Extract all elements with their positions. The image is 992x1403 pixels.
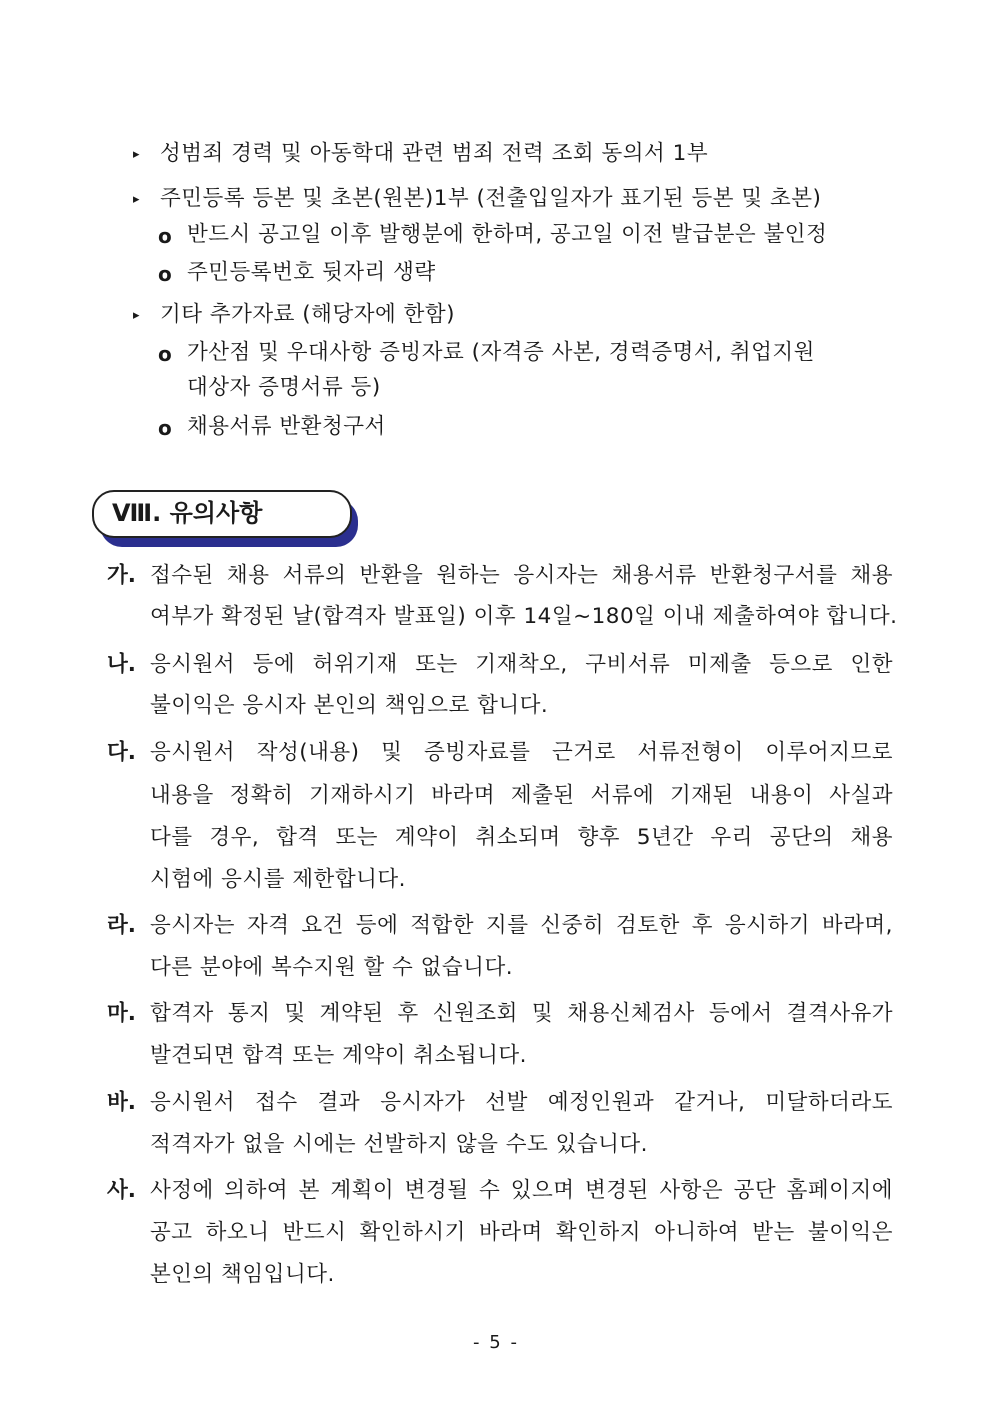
sub-bullet-item: 가산점 및 우대사항 증빙자료 (자격증 사본, 경력증명서, 취업지원: [187, 340, 815, 365]
note-line: 접수된 채용 서류의 반환을 원하는 응시자는 채용서류 반환청구서를 채용: [150, 563, 893, 588]
note-marker: 가.: [107, 563, 136, 588]
bullet-marker: ▸: [133, 308, 140, 323]
note-line: 시험에 응시를 제한합니다.: [150, 867, 406, 892]
sub-bullet-marker: o: [158, 224, 172, 248]
note-line: 응시원서 등에 허위기재 또는 기재착오, 구비서류 미제출 등으로 인한: [150, 652, 893, 677]
note-marker: 라.: [107, 913, 136, 938]
bullet-marker: ▸: [133, 192, 140, 207]
note-marker: 바.: [107, 1090, 136, 1115]
bullet-marker: ▸: [133, 147, 140, 162]
sub-bullet-continuation: 대상자 증명서류 등): [187, 375, 381, 400]
sub-bullet-item: 주민등록번호 뒷자리 생략: [187, 260, 436, 285]
note-marker: 마.: [107, 1001, 136, 1026]
note-marker: 다.: [107, 740, 136, 765]
sub-bullet-item: 반드시 공고일 이후 발행분에 한하며, 공고일 이전 발급분은 불인정: [187, 222, 828, 247]
note-line: 본인의 책임입니다.: [150, 1262, 335, 1287]
note-line: 응시원서 접수 결과 응시자가 선발 예정인원과 같거나, 미달하더라도: [150, 1090, 893, 1115]
note-line: 공고 하오니 반드시 확인하시기 바라며 확인하지 아니하여 받는 불이익은: [150, 1220, 893, 1245]
bullet-item: 주민등록 등본 및 초본(원본)1부 (전출입일자가 표기된 등본 및 초본): [160, 186, 822, 211]
note-line: 합격자 통지 및 계약된 후 신원조회 및 채용신체검사 등에서 결격사유가: [150, 1001, 893, 1026]
sub-bullet-item: 채용서류 반환청구서: [187, 414, 386, 439]
page-number: - 5 -: [473, 1332, 519, 1353]
note-line: 다른 분야에 복수지원 할 수 없습니다.: [150, 955, 514, 980]
section-title: Ⅷ. 유의사항: [112, 499, 263, 527]
note-line: 응시원서 작성(내용) 및 증빙자료를 근거로 서류전형이 이루어지므로: [150, 740, 893, 765]
note-line: 발견되면 합격 또는 계약이 취소됩니다.: [150, 1043, 527, 1068]
sub-bullet-marker: o: [158, 416, 172, 440]
note-line: 여부가 확정된 날(합격자 발표일) 이후 14일~180일 이내 제출하여야 합니다.: [150, 604, 898, 629]
note-line: 응시자는 자격 요건 등에 적합한 지를 신중히 검토한 후 응시하기 바라며,: [150, 913, 893, 938]
bullet-item: 기타 추가자료 (해당자에 한함): [160, 302, 456, 327]
note-line: 불이익은 응시자 본인의 책임으로 합니다.: [150, 693, 549, 718]
note-marker: 나.: [107, 652, 136, 677]
sub-bullet-marker: o: [158, 342, 172, 366]
note-line: 다를 경우, 합격 또는 계약이 취소되며 향후 5년간 우리 공단의 채용: [150, 825, 893, 850]
note-line: 적격자가 없을 시에는 선발하지 않을 수도 있습니다.: [150, 1132, 648, 1157]
bullet-item: 성범죄 경력 및 아동학대 관련 범죄 전력 조회 동의서 1부: [160, 141, 709, 166]
note-marker: 사.: [107, 1178, 136, 1203]
sub-bullet-marker: o: [158, 262, 172, 286]
note-line: 내용을 정확히 기재하시기 바라며 제출된 서류에 기재된 내용이 사실과: [150, 783, 893, 808]
note-line: 사정에 의하여 본 계획이 변경될 수 있으며 변경된 사항은 공단 홈페이지에: [150, 1178, 893, 1203]
